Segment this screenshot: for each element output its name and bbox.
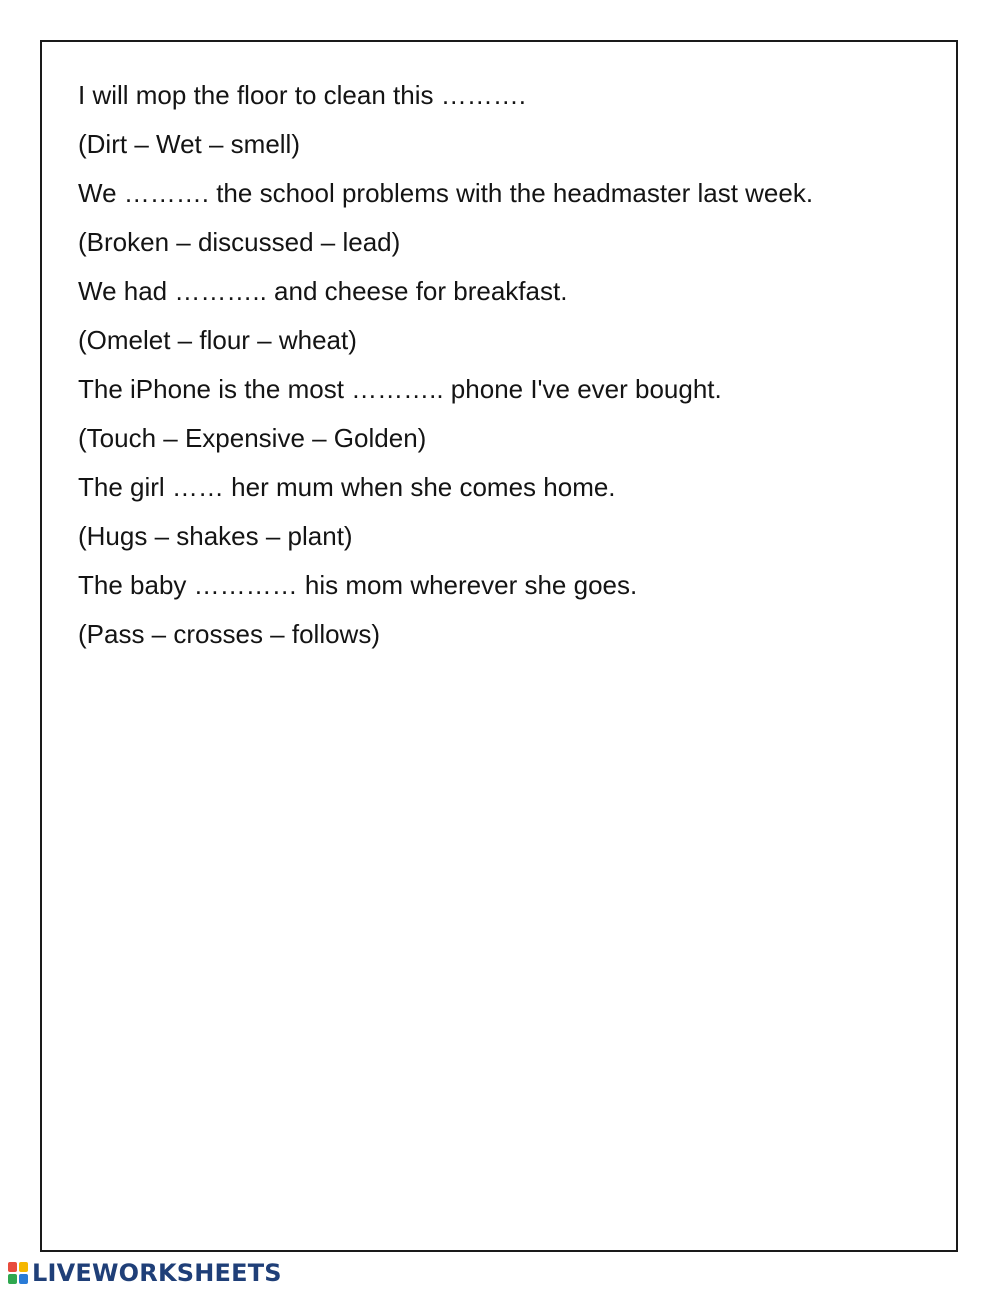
liveworksheets-logo-icon: [8, 1262, 28, 1284]
sentence-1: I will mop the floor to clean this ……….: [78, 80, 526, 110]
options-3: (Omelet – flour – wheat): [78, 325, 357, 355]
logo-square-icon: [19, 1274, 28, 1284]
sentence-4: The iPhone is the most ……….. phone I've ever bought.: [78, 374, 722, 404]
options-2: (Broken – discussed – lead): [78, 227, 401, 257]
logo-square-icon: [8, 1274, 17, 1284]
options-6: (Pass – crosses – follows): [78, 619, 380, 649]
worksheet-content: [78, 78, 858, 666]
sentence-2: We ………. the school problems with the headmaster last week.: [78, 178, 814, 208]
liveworksheets-brand[interactable]: [8, 1258, 282, 1288]
options-4: (Touch – Expensive – Golden): [78, 423, 427, 453]
sentence-3: We had ……….. and cheese for breakfast.: [78, 276, 568, 306]
sentence-6: The baby ………… his mom wherever she goes.: [78, 570, 638, 600]
logo-square-icon: [8, 1262, 17, 1272]
options-1: (Dirt – Wet – smell): [78, 129, 300, 159]
brand-name: LIVEWORKSHEETS: [32, 1259, 282, 1287]
sentence-5: The girl …… her mum when she comes home.: [78, 472, 616, 502]
logo-square-icon: [19, 1262, 28, 1272]
options-5: (Hugs – shakes – plant): [78, 521, 353, 551]
